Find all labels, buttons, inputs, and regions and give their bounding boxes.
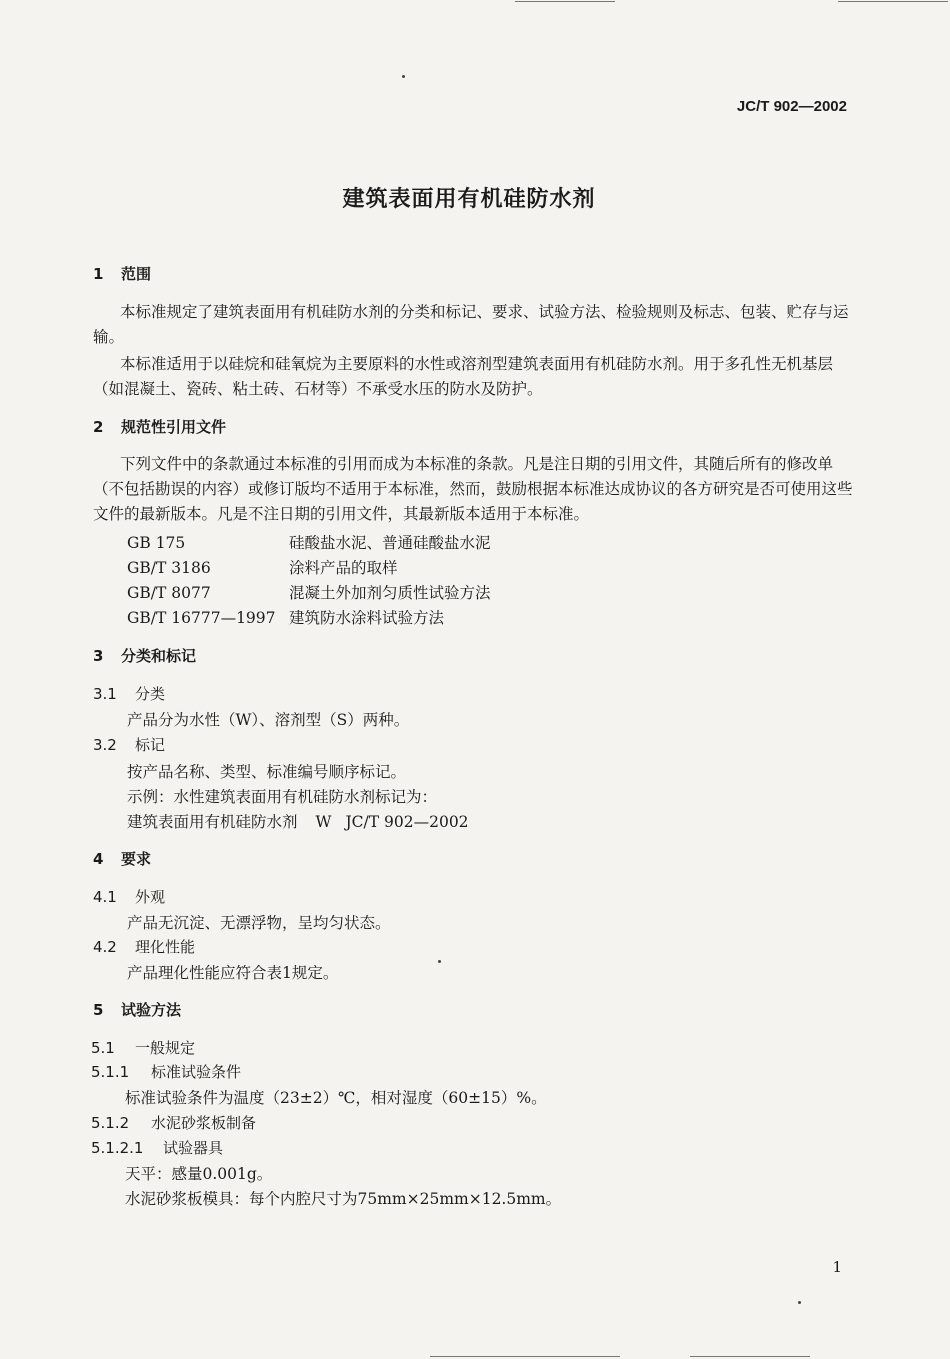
section-number: 2 (93, 418, 104, 436)
scan-artifact-line (515, 1, 615, 2)
document-title: 建筑表面用有机硅防水剂 (342, 187, 596, 212)
section-number: 5 (93, 1001, 104, 1019)
scan-artifact-line (690, 1356, 810, 1357)
appearance-text: 产品无沉淀、无漂浮物，呈均匀状态。 (127, 914, 391, 932)
subsection-title: 水泥砂浆板制备 (151, 1114, 257, 1132)
section-number: 3 (93, 647, 104, 665)
reference-name: 涂料产品的取样 (289, 559, 398, 577)
subsection-number: 5.1.2.1 (91, 1139, 144, 1157)
normative-references-paragraph: 下列文件中的条款通过本标准的引用而成为本标准的条款。凡是注日期的引用文件，其随后所有的修改单（不包括勘误的内容）或修订版均不适用于本标准，然而，鼓励根据本标准达成协议的各方研究是否可使用这些文件的最新版本。凡是不注日期的引用文件，其最新版本适用于本标准。 (93, 455, 853, 523)
subsection-number: 5.1.2 (91, 1114, 130, 1132)
reference-code: GB 175 (127, 534, 186, 552)
reference-row (127, 556, 398, 578)
marking-example-label: 示例：水性建筑表面用有机硅防水剂标记为： (127, 788, 438, 806)
reference-row (127, 606, 444, 628)
example-type: W (315, 813, 332, 831)
standard-code: JC/T 902—2002 (736, 98, 847, 115)
section-heading-4 (93, 848, 151, 869)
subsection-title: 外观 (135, 888, 166, 906)
apparatus-mold-text: 水泥砂浆板模具：每个内腔尺寸为75mm×25mm×12.5mm。 (125, 1190, 562, 1208)
subsection-number: 5.1.1 (91, 1063, 130, 1081)
subsection-heading-5-1-1 (91, 1061, 241, 1082)
scan-speck (402, 75, 405, 78)
subsection-title: 标记 (135, 736, 166, 754)
subsection-number: 4.2 (93, 938, 117, 956)
example-standard: JC/T 902—2002 (345, 813, 469, 831)
subsection-title: 试验器具 (163, 1139, 224, 1157)
scan-artifact-line (838, 1, 948, 2)
page-number: 1 (832, 1258, 842, 1276)
reference-row (127, 531, 491, 553)
properties-text: 产品理化性能应符合表1规定。 (127, 964, 339, 982)
section-title: 分类和标记 (121, 647, 197, 665)
apparatus-balance-text: 天平：感量0.001g。 (125, 1165, 273, 1183)
subsection-heading-4-1 (93, 886, 165, 907)
section-title: 规范性引用文件 (121, 418, 227, 436)
subsection-heading-4-2 (93, 936, 195, 957)
subsection-heading-3-2 (93, 734, 165, 755)
subsection-title: 标准试验条件 (151, 1063, 242, 1081)
subsection-number: 3.2 (93, 736, 117, 754)
subsection-title: 分类 (135, 685, 166, 703)
example-product-name: 建筑表面用有机硅防水剂 (127, 813, 298, 831)
reference-code: GB/T 8077 (127, 584, 211, 602)
subsection-heading-3-1 (93, 683, 165, 704)
classification-text: 产品分为水性（W）、溶剂型（S）两种。 (127, 711, 410, 729)
reference-code: GB/T 16777—1997 (127, 609, 276, 627)
subsection-heading-5-1 (91, 1037, 195, 1058)
reference-code: GB/T 3186 (127, 559, 211, 577)
section-heading-3 (93, 645, 196, 666)
section-number: 1 (93, 265, 104, 283)
subsection-number: 4.1 (93, 888, 117, 906)
reference-name: 混凝土外加剂匀质性试验方法 (289, 584, 491, 602)
scan-speck (438, 960, 441, 963)
marking-example (127, 810, 469, 832)
reference-row (127, 581, 491, 603)
subsection-heading-5-1-2-1 (91, 1137, 223, 1158)
scan-artifact-line (430, 1356, 620, 1357)
section-heading-1 (93, 263, 151, 284)
section-title: 试验方法 (121, 1001, 182, 1019)
subsection-number: 5.1 (91, 1039, 115, 1057)
reference-name: 建筑防水涂料试验方法 (289, 609, 445, 627)
scope-paragraph-2: 本标准适用于以硅烷和硅氧烷为主要原料的水性或溶剂型建筑表面用有机硅防水剂。用于多孔性无机基层（如混凝土、瓷砖、粘土砖、石材等）不承受水压的防水及防护。 (93, 355, 834, 398)
section-title: 要求 (121, 850, 152, 868)
subsection-number: 3.1 (93, 685, 117, 703)
scope-paragraph-1: 本标准规定了建筑表面用有机硅防水剂的分类和标记、要求、试验方法、检验规则及标志、包装、贮存与运输。 (93, 303, 849, 346)
subsection-heading-5-1-2 (91, 1112, 256, 1133)
section-title: 范围 (121, 265, 152, 283)
section-heading-5 (93, 999, 181, 1020)
subsection-title: 一般规定 (135, 1039, 196, 1057)
subsection-title: 理化性能 (135, 938, 196, 956)
scan-speck (798, 1301, 801, 1304)
section-number: 4 (93, 850, 104, 868)
marking-text: 按产品名称、类型、标准编号顺序标记。 (127, 763, 407, 781)
section-heading-2 (93, 416, 226, 437)
reference-name: 硅酸盐水泥、普通硅酸盐水泥 (289, 534, 491, 552)
test-conditions-text: 标准试验条件为温度（23±2）℃，相对湿度（60±15）%。 (125, 1089, 547, 1107)
